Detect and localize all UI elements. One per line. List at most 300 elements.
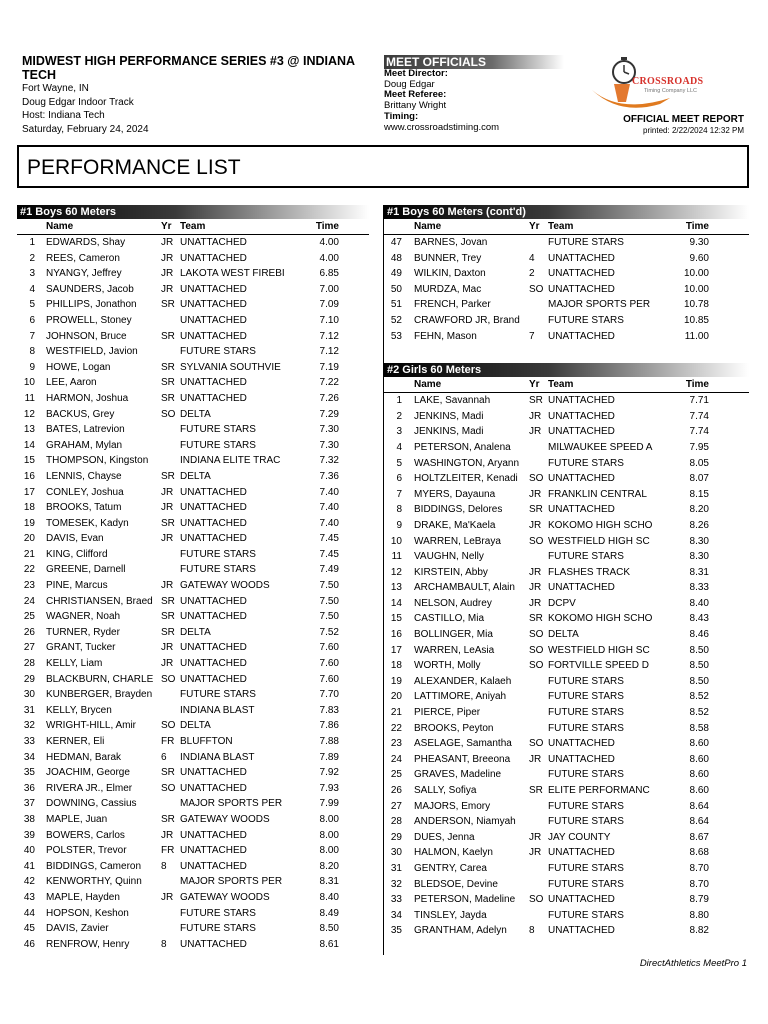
athlete-name: KING, Clifford [46,548,108,560]
athlete-name: WORTH, Molly [414,660,481,672]
year: JR [161,533,174,545]
table-row [384,534,749,550]
athlete-name: CRAWFORD JR, Brand [414,314,520,326]
table-row [384,565,749,581]
place: 51 [390,299,402,311]
team-name: UNATTACHED [180,517,247,529]
team-name: UNATTACHED [180,502,247,514]
mark: 7.74 [689,410,709,422]
table-row [384,736,749,752]
referee-name: Brittany Wright [384,100,447,112]
mark: 8.46 [689,629,709,641]
year: SR [161,392,175,404]
athlete-name: HOPSON, Keshon [46,907,129,919]
meet-header [22,54,362,136]
team-name: DCPV [548,597,576,609]
athlete-name: WARREN, LeAsia [414,644,495,656]
place: 25 [23,611,35,623]
place: 29 [390,831,402,843]
table-row [384,456,749,472]
team-name: FUTURE STARS [180,548,256,560]
team-name: INDIANA ELITE TRAC [180,455,281,467]
athlete-name: KERNER, Eli [46,736,105,747]
mark: 8.43 [689,613,709,625]
table-row [384,923,749,939]
mark: 8.68 [689,847,709,859]
mark: 8.64 [689,816,709,828]
table-row [384,908,749,924]
event-title-contd: #1 Boys 60 Meters (cont'd) [384,205,749,219]
team-name: FUTURE STARS [180,907,256,919]
athlete-name: SALLY, Sofiya [414,785,477,796]
meet-location: Fort Wayne, IN [22,83,89,94]
team-name: FUTURE STARS [180,689,256,701]
athlete-name: DUES, Jenna [414,831,475,843]
mark: 11.00 [684,330,709,342]
year: JR [161,502,174,514]
mark: 8.31 [689,566,709,578]
athlete-name: PROWELL, Stoney [46,314,132,326]
mark: 7.30 [319,424,339,436]
mark: 7.29 [319,408,339,420]
place: 25 [390,769,402,781]
athlete-name: KIRSTEIN, Abby [414,566,488,578]
athlete-name: HOLTZLEITER, Kenadi [414,473,518,485]
place: 50 [390,283,402,295]
athlete-name: PHILLIPS, Jonathon [46,299,137,311]
table-row [17,765,369,781]
athlete-name: ALEXANDER, Kalaeh [414,675,512,687]
place: 49 [390,268,402,280]
athlete-name: CHRISTIANSEN, Braed [46,595,153,607]
team-name: WESTFIELD HIGH SC [548,535,650,547]
crossroads-logo [590,54,750,110]
athlete-name: GREENE, Darnell [46,564,126,576]
mark: 7.71 [689,395,709,407]
place: 45 [23,923,35,935]
team-name: FUTURE STARS [548,675,624,687]
athlete-name: HEDMAN, Barak [46,751,122,763]
team-name: UNATTACHED [180,486,247,498]
athlete-name: LATTIMORE, Aniyah [414,691,507,703]
mark: 8.60 [689,785,709,796]
year: 8 [529,925,535,937]
athlete-name: WASHINGTON, Aryann [414,457,520,469]
report-title: OFFICIAL MEET REPORT [623,114,744,125]
table-row [384,721,749,737]
athlete-name: VAUGHN, Nelly [414,551,484,563]
place: 17 [390,644,402,656]
footer-credit: DirectAthletics MeetPro 1 [639,958,747,969]
mark: 8.64 [689,800,709,812]
place: 10 [23,377,35,389]
place: 28 [23,658,35,670]
table-row [384,471,749,487]
athlete-name: THOMPSON, Kingston [46,455,149,467]
place: 13 [390,582,402,594]
athlete-name: MAJORS, Emory [414,800,491,812]
table-row [384,487,749,503]
year: SO [529,894,544,906]
place: 14 [390,597,402,609]
mark: 7.50 [319,595,339,607]
place: 22 [23,564,35,576]
mark: 8.82 [689,925,709,937]
event-title: #1 Boys 60 Meters [17,205,369,219]
mark: 8.67 [689,831,709,843]
table-row [17,235,369,251]
meet-date: Saturday, February 24, 2024 [22,123,149,135]
table-row [17,578,369,594]
table-row [17,750,369,766]
athlete-name: HOWE, Logan [46,361,111,373]
athlete-name: BOLLINGER, Mia [414,629,493,641]
header-team: Team [180,221,206,232]
athlete-name: POLSTER, Trevor [46,845,127,857]
team-name: UNATTACHED [180,782,247,794]
table-row [17,453,369,469]
table-row [17,625,369,641]
header-yr: Yr [529,221,540,232]
athlete-name: LENNIS, Chayse [46,470,122,482]
team-name: UNATTACHED [180,860,247,872]
place: 32 [390,878,402,890]
year: SR [161,626,175,638]
mark: 8.40 [689,597,709,609]
mark: 8.50 [689,644,709,656]
team-name: UNATTACHED [548,753,615,765]
place: 16 [390,629,402,641]
header-yr: Yr [161,221,172,232]
athlete-name: KELLY, Brycen [46,704,112,716]
mark: 7.09 [319,299,339,311]
team-name: UNATTACHED [180,829,247,841]
table-row [17,921,369,937]
place: 34 [23,751,35,763]
mark: 8.60 [689,753,709,765]
mark: 8.61 [319,938,339,950]
table-row [17,500,369,516]
header-yr: Yr [529,379,540,391]
place: 16 [23,470,35,482]
athlete-name: GRAHAM, Mylan [46,439,123,451]
year: SO [529,644,544,656]
athlete-name: RENFROW, Henry [46,938,130,950]
mark: 7.60 [319,642,339,654]
place: 5 [396,457,402,469]
mark: 7.88 [319,736,339,747]
year: JR [161,658,174,670]
mark: 8.05 [689,457,709,469]
mark: 7.19 [319,361,339,373]
mark: 7.00 [319,283,339,295]
mark: 7.40 [319,517,339,529]
table-row [17,812,369,828]
place: 42 [23,876,35,888]
team-name: JAY COUNTY [548,831,611,843]
team-name: KOKOMO HIGH SCHO [548,613,653,625]
referee-label: Meet Referee: [384,89,447,101]
table-row [17,937,369,953]
place: 21 [23,548,35,560]
place: 2 [29,252,35,264]
year: JR [161,486,174,498]
table-row [17,531,369,547]
year: JR [161,252,174,264]
boys-rows-left [17,235,369,952]
place: 32 [23,720,35,732]
athlete-name: PHEASANT, Breeona [414,753,511,765]
mark: 8.30 [689,551,709,563]
table-row [17,375,369,391]
year: SO [161,720,176,732]
mark: 7.12 [319,330,339,342]
mark: 8.15 [689,488,709,500]
table-row [384,409,749,425]
athlete-name: DAVIS, Evan [46,533,104,545]
athlete-name: GENTRY, Carea [414,862,487,874]
year: SR [161,813,175,825]
place: 33 [23,736,35,747]
athlete-name: KUNBERGER, Brayden [46,689,153,701]
team-name: UNATTACHED [180,611,247,623]
year: FR [161,845,175,857]
team-name: FUTURE STARS [548,800,624,812]
mark: 8.33 [689,582,709,594]
year: JR [529,597,542,609]
mark: 7.30 [319,439,339,451]
table-row [17,407,369,423]
team-name: FLASHES TRACK [548,566,631,578]
boys-rows-right [384,235,749,344]
year: JR [529,582,542,594]
place: 3 [396,426,402,438]
place: 15 [390,613,402,625]
place: 22 [390,722,402,734]
table-row [17,781,369,797]
athlete-name: KELLY, Liam [46,658,103,670]
year: SR [529,613,543,625]
event-girls-60 [384,363,749,939]
team-name: MAJOR SPORTS PER [548,299,651,311]
team-name: UNATTACHED [548,894,615,906]
table-row [384,845,749,861]
team-name: DELTA [180,626,211,638]
mark: 7.40 [319,486,339,498]
team-name: FUTURE STARS [548,314,624,326]
timing-label: Timing: [384,110,419,122]
place: 1 [29,237,35,248]
athlete-name: DRAKE, Ma'Kaela [414,519,496,531]
meet-venue: Doug Edgar Indoor Track [22,96,134,108]
team-name: UNATTACHED [180,252,247,264]
place: 52 [390,314,402,326]
mark: 10.00 [683,283,709,295]
team-name: GATEWAY WOODS [180,580,270,592]
team-name: UNATTACHED [548,330,615,342]
place: 24 [390,753,402,765]
table-row [17,874,369,890]
table-row [384,282,749,298]
team-name: MAJOR SPORTS PER [180,876,283,888]
place: 9 [396,519,402,531]
year: JR [529,410,542,422]
place: 21 [390,707,402,719]
place: 35 [23,767,35,779]
place: 44 [23,907,35,919]
year: SO [529,660,544,672]
team-name: UNATTACHED [548,738,615,750]
mark: 8.00 [319,829,339,841]
year: SR [161,377,175,389]
year: JR [529,847,542,859]
athlete-name: TURNER, Ryder [46,626,120,638]
place: 43 [23,891,35,903]
year: SO [529,283,544,295]
table-row [17,703,369,719]
mark: 7.26 [319,392,339,404]
place: 20 [23,533,35,545]
table-row [17,485,369,501]
athlete-name: ANDERSON, Niamyah [414,816,516,828]
team-name: UNATTACHED [180,845,247,857]
team-name: WESTFIELD HIGH SC [548,644,650,656]
place: 27 [390,800,402,812]
athlete-name: BLACKBURN, CHARLE [46,673,154,685]
team-name: UNATTACHED [180,533,247,545]
team-name: FUTURE STARS [548,551,624,563]
meet-host: Host: Indiana Tech [22,110,105,121]
table-row [17,329,369,345]
year: SR [161,611,175,623]
athlete-name: BROOKS, Tatum [46,502,122,514]
team-name: UNATTACHED [180,392,247,404]
year: FR [161,736,175,747]
athlete-name: MURDZA, Mac [414,283,482,295]
athlete-name: KENWORTHY, Quinn [46,876,142,888]
place: 4 [29,283,35,295]
header-time: Time [685,379,709,391]
team-name: FUTURE STARS [180,564,256,576]
year: JR [161,268,174,280]
mark: 10.00 [683,268,709,280]
year: JR [161,829,174,841]
athlete-name: GRANT, Tucker [46,642,116,654]
mark: 8.49 [319,907,339,919]
mark: 8.40 [319,891,339,903]
year: SR [529,395,543,407]
mark: 7.52 [319,626,339,638]
place: 29 [23,673,35,685]
mark: 8.52 [689,707,709,719]
table-row [384,266,749,282]
place: 26 [23,626,35,638]
athlete-name: NYANGY, Jeffrey [46,268,122,280]
place: 7 [29,330,35,342]
year: JR [161,642,174,654]
place: 6 [396,473,402,485]
table-row [384,705,749,721]
mark: 9.30 [689,237,709,248]
event-title: #2 Girls 60 Meters [384,363,749,377]
athlete-name: BATES, Latrevion [46,424,125,436]
header-time: Time [685,221,709,232]
table-row [17,562,369,578]
table-row [17,609,369,625]
place: 5 [29,299,35,311]
team-name: FUTURE STARS [180,346,256,358]
table-row [17,313,369,329]
team-name: UNATTACHED [180,237,247,248]
mark: 7.12 [319,346,339,358]
year: JR [529,566,542,578]
mark: 7.50 [319,611,339,623]
table-row [17,640,369,656]
mark: 7.45 [319,533,339,545]
place: 48 [390,252,402,264]
place: 12 [23,408,35,420]
year: SO [161,408,176,420]
mark: 8.30 [689,535,709,547]
header-name: Name [414,379,442,391]
place: 17 [23,486,35,498]
place: 31 [23,704,35,716]
year: SO [529,738,544,750]
team-name: UNATTACHED [180,299,247,311]
team-name: FUTURE STARS [180,923,256,935]
team-name: FUTURE STARS [548,707,624,719]
table-row [17,422,369,438]
athlete-name: WAGNER, Noah [46,611,121,623]
year: SR [161,361,175,373]
table-row [384,861,749,877]
year: JR [161,580,174,592]
athlete-name: LAKE, Savannah [414,395,491,407]
athlete-name: JOACHIM, George [46,767,130,779]
place: 24 [23,595,35,607]
athlete-name: PIERCE, Piper [414,707,481,719]
team-name: DELTA [180,470,211,482]
athlete-name: BOWERS, Carlos [46,829,125,841]
place: 3 [29,268,35,280]
team-name: UNATTACHED [180,658,247,670]
athlete-name: MAPLE, Juan [46,813,108,825]
right-column [384,205,749,939]
mark: 6.85 [319,268,339,280]
mark: 8.50 [689,675,709,687]
table-row [17,656,369,672]
table-row [384,767,749,783]
table-row [17,266,369,282]
year: JR [161,283,174,295]
place: 33 [390,894,402,906]
team-name: UNATTACHED [548,847,615,859]
team-name: UNATTACHED [548,268,615,280]
athlete-name: FEHN, Mason [414,330,477,342]
team-name: UNATTACHED [180,938,247,950]
table-row [17,251,369,267]
mark: 7.99 [319,798,339,810]
place: 13 [23,424,35,436]
place: 27 [23,642,35,654]
table-row [384,502,749,518]
place: 38 [23,813,35,825]
year: JR [529,488,542,500]
table-row [17,828,369,844]
year: SR [161,330,175,342]
team-name: UNATTACHED [548,925,615,937]
athlete-name: PINE, Marcus [46,580,108,592]
